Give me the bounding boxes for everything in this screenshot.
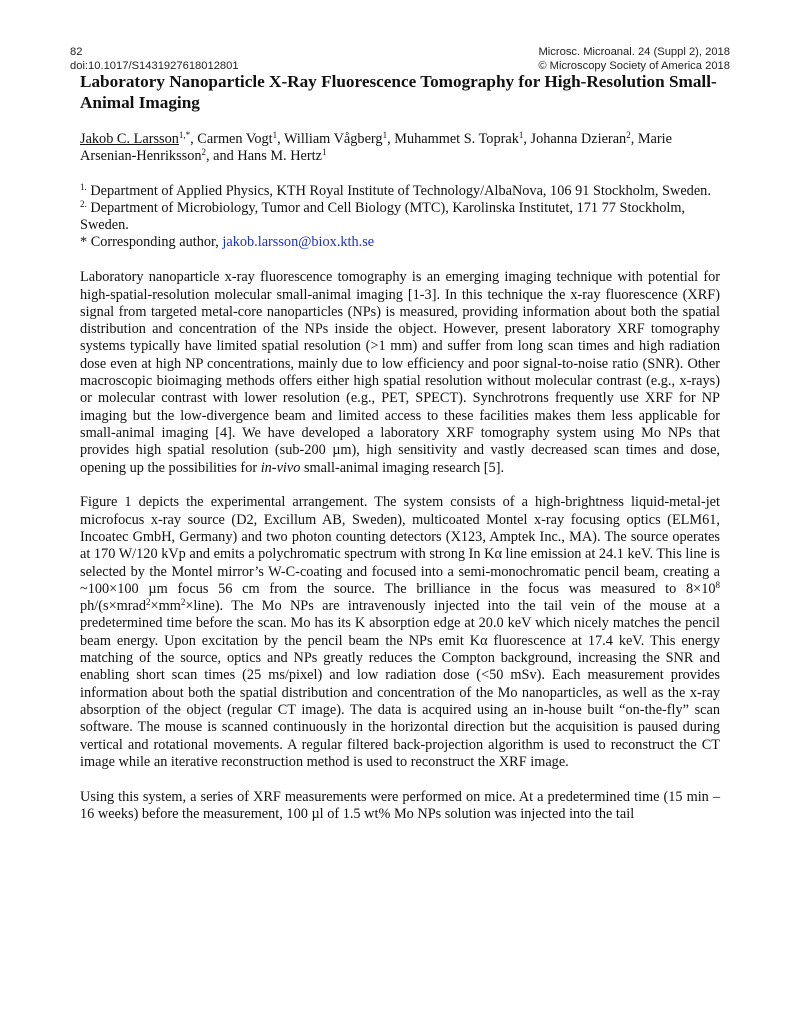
- paragraph-methods: Figure 1 depicts the experimental arrangement. The system consists of a high-brightness liquid-metal-jet microfocus x-ray source (D2, Excillum AB, Sweden), multicoated Montel x-ray focusing optics (ELM61, Incoatec GmbH, Germany) and two photon counting detectors (X123, Amptek Inc., MA). The source operates at 170 W/120 kVp and emits a polychromatic spectrum with strong In Kα line emission at 24.1 keV. This line is selected by the Montel mirror’s W-C-coating and focused into a semi-monochromatic pencil beam, creating a ~100×100 µm focus 56 cm from the source. The brilliance in the focus was measured to $8\times 10^8$ $ph/(s\times mrad^2\times mm^2\times line)$. The Mo NPs are intravenously injected into the tail vein of the mouse at a predetermined time before the scan. Mo has its K absorption edge at 20.0 keV which nicely matches the pencil beam energy. Upon excitation by the pencil beam the NPs emit Kα fluorescence at 17.4 keV. This energy matching of the source, optics and NPs greatly reduces the Compton background, increasing the SNR and enabling short scan times (25 ms/pixel) and low radiation dose (<50 mSv). Each measurement provides information about both the spatial distribution and concentration of the Mo nanoparticles, as well as the x-ray absorption of the object (regular CT image). The data is acquired using an in-house built “on-the-fly” scan software. The mouse is scanned continuously in the horizontal direction but the acquisition is paused during vertical and rotational movements. A regular filtered back-projection algorithm is used to reconstruct the CT image while an iterative reconstruction method is used to reconstruct the XRF image.: [80, 494, 720, 770]
- page-header: [70, 45, 730, 73]
- corresponding-author: * Corresponding author, jakob.larsson@biox.kth.se: [80, 234, 375, 251]
- article-title: Laboratory Nanoparticle X-Ray Fluorescence Tomography for High-Resolution Small-Animal Imaging: [80, 72, 717, 112]
- author-presenting: Jakob C. Larsson: [80, 131, 179, 147]
- author: Marie Arsenian-Henriksson: [80, 131, 672, 165]
- affiliation-2: $^{2.}$ Department of Microbiology, Tumor and Cell Biology (MTC), Karolinska Institutet, 171 77 Stockholm, Sweden.: [80, 198, 686, 234]
- page-number: 82: [70, 46, 83, 58]
- author-list: Jakob C. Larsson$^{1,*}$, Carmen Vogt$^1$, William Vågberg$^1$, Muhammet S. Toprak$^1$, Johanna Dzieran$^2$, Marie Arsenian-Henriksson$^2$, and Hans M. Hertz$^1$: [80, 130, 672, 165]
- author: William Vågberg: [284, 131, 383, 147]
- author-superscript: 1,*: [178, 130, 191, 140]
- author: Carmen Vogt: [197, 131, 273, 147]
- journal-citation: Microsc. Microanal. 24 (Suppl 2), 2018: [538, 46, 730, 58]
- copyright: © Microscopy Society of America 2018: [538, 60, 730, 72]
- affiliations: [80, 183, 720, 252]
- email-link[interactable]: jakob.larsson@biox.kth.se: [222, 234, 375, 251]
- author: Johanna Dzieran: [530, 131, 627, 147]
- paragraph-results: Using this system, a series of XRF measurements were performed on mice. At a predetermined time (15 min – 16 weeks) before the measurement, 100 µl of 1.5 wt% Mo NPs solution was injected into the tail: [80, 788, 720, 822]
- paragraph-intro: Laboratory nanoparticle x-ray fluorescence tomography is an emerging imaging technique with potential for high-spatial-resolution molecular small-animal imaging [1-3]. In this technique the x-ray fluorescence (XRF) signal from targeted metal-core nanoparticles (NPs) is measured, providing information about both the spatial distribution and concentration of the NPs inside the object. However, present laboratory XRF tomography systems typically have limited spatial resolution (>1 mm) and suffer from long scan times and high radiation dose even at high NP concentrations, mainly due to low efficiency and poor signal-to-noise ratio (SNR). Other macroscopic bioimaging methods offers either high spatial resolution without molecular contrast (e.g., x-rays) or molecular contrast with lower resolution (e.g., PET, SPECT). Synchrotrons frequently use XRF for NP imaging but the low-divergence beam and limited access to these facilities makes them less applicable for small-animal imaging [4]. We have developed a laboratory XRF tomography system using Mo NPs that provides high spatial resolution (sub-200 µm), high sensitivity and vastly decreased scan times and dose, opening up the possibilities for in-vivo small-animal imaging research [5].: [80, 269, 720, 476]
- author: Muhammet S. Toprak: [394, 131, 519, 147]
- article: [80, 72, 720, 823]
- doi: doi:10.1017/S1431927618012801: [70, 60, 239, 72]
- author: Hans M. Hertz: [237, 148, 322, 165]
- affiliation-1: $^{1.}$ Department of Applied Physics, KTH Royal Institute of Technology/AlbaNova, 106 91 Stockholm, Sweden.: [80, 181, 711, 199]
